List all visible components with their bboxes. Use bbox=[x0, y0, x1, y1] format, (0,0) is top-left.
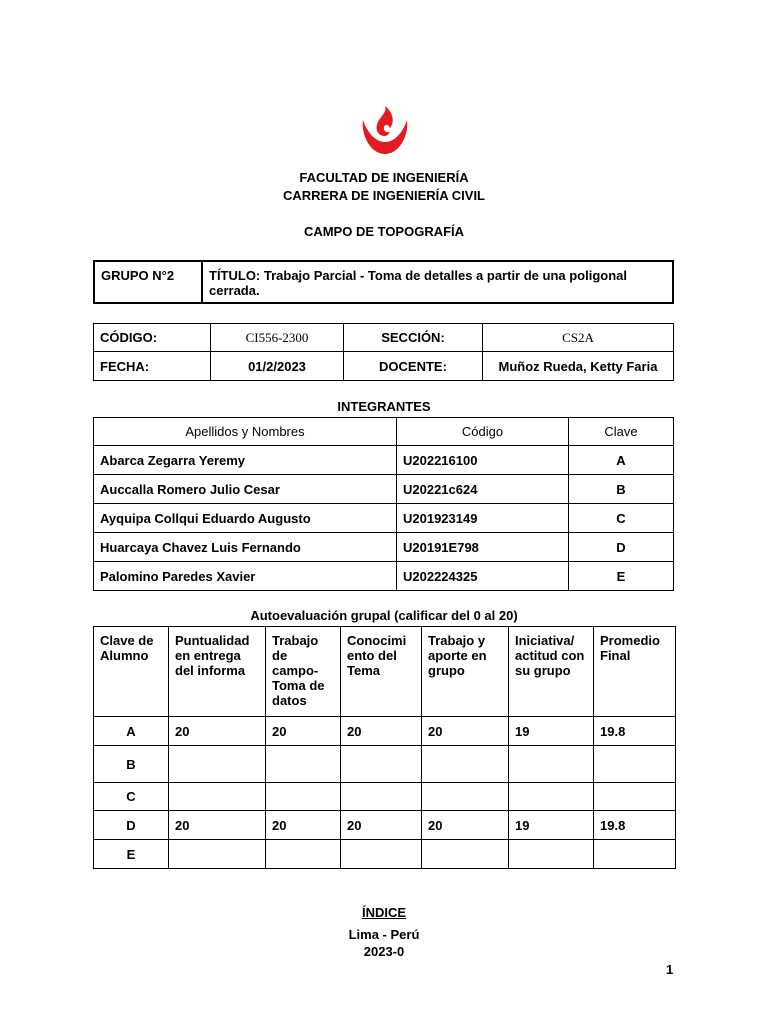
eval-score bbox=[509, 840, 594, 869]
eval-score: 20 bbox=[169, 717, 266, 746]
table-row bbox=[94, 475, 674, 504]
eval-score bbox=[266, 783, 341, 811]
place-text: Lima - Perú bbox=[348, 927, 420, 942]
eval-score: 20 bbox=[266, 811, 341, 840]
eval-key: C bbox=[94, 783, 169, 811]
term-text: 2023-0 bbox=[363, 944, 405, 959]
member-name: Auccalla Romero Julio Cesar bbox=[94, 475, 397, 504]
document-title: TÍTULO: Trabajo Parcial - Toma de detalles a partir de una poligonal cerrada. bbox=[202, 261, 673, 303]
column-header: Trabajo de campo- Toma de datos bbox=[266, 627, 341, 717]
eval-score bbox=[169, 840, 266, 869]
eval-score bbox=[422, 783, 509, 811]
fecha-value: 01/2/2023 bbox=[211, 352, 344, 381]
evaluation-heading: Autoevaluación grupal (calificar del 0 al 20) bbox=[250, 608, 518, 623]
table-row bbox=[94, 562, 674, 591]
column-header: Clave de Alumno bbox=[94, 627, 169, 717]
eval-key: A bbox=[94, 717, 169, 746]
integrantes-heading: INTEGRANTES bbox=[337, 399, 431, 414]
column-header: Iniciativa/ actitud con su grupo bbox=[509, 627, 594, 717]
seccion-value: CS2A bbox=[483, 324, 674, 352]
member-key: B bbox=[569, 475, 674, 504]
eval-average bbox=[594, 783, 676, 811]
university-logo bbox=[357, 102, 413, 158]
member-key: D bbox=[569, 533, 674, 562]
eval-score: 20 bbox=[422, 811, 509, 840]
evaluation-table bbox=[93, 626, 676, 869]
docente-label: DOCENTE: bbox=[344, 352, 483, 381]
integrantes-table bbox=[93, 417, 674, 591]
table-row bbox=[94, 746, 676, 783]
faculty-title: FACULTAD DE INGENIERÍA bbox=[299, 170, 469, 185]
eval-score bbox=[266, 746, 341, 783]
table-row bbox=[94, 446, 674, 475]
table-row bbox=[94, 717, 676, 746]
member-code: U202224325 bbox=[397, 562, 569, 591]
eval-score bbox=[266, 840, 341, 869]
course-title: CAMPO DE TOPOGRAFÍA bbox=[303, 224, 465, 239]
eval-score bbox=[422, 840, 509, 869]
column-header: Promedio Final bbox=[594, 627, 676, 717]
eval-score bbox=[341, 783, 422, 811]
eval-score: 19 bbox=[509, 717, 594, 746]
eval-score: 20 bbox=[266, 717, 341, 746]
column-header: Clave bbox=[569, 418, 674, 446]
member-code: U201923149 bbox=[397, 504, 569, 533]
docente-value: Muñoz Rueda, Ketty Faria bbox=[483, 352, 674, 381]
eval-average bbox=[594, 746, 676, 783]
fecha-label: FECHA: bbox=[94, 352, 211, 381]
eval-score: 20 bbox=[422, 717, 509, 746]
codigo-value: CI556-2300 bbox=[211, 324, 344, 352]
column-header: Código bbox=[397, 418, 569, 446]
eval-score: 20 bbox=[341, 811, 422, 840]
eval-score: 20 bbox=[341, 717, 422, 746]
column-header: Conocimi ento del Tema bbox=[341, 627, 422, 717]
group-title-table bbox=[93, 260, 674, 304]
eval-key: B bbox=[94, 746, 169, 783]
eval-score bbox=[169, 746, 266, 783]
eval-score: 20 bbox=[169, 811, 266, 840]
column-header: Trabajo y aporte en grupo bbox=[422, 627, 509, 717]
table-row bbox=[94, 533, 674, 562]
table-row bbox=[94, 783, 676, 811]
member-name: Huarcaya Chavez Luis Fernando bbox=[94, 533, 397, 562]
member-name: Ayquipa Collqui Eduardo Augusto bbox=[94, 504, 397, 533]
eval-average: 19.8 bbox=[594, 811, 676, 840]
eval-key: E bbox=[94, 840, 169, 869]
member-name: Palomino Paredes Xavier bbox=[94, 562, 397, 591]
member-code: U20221c624 bbox=[397, 475, 569, 504]
member-name: Abarca Zegarra Yeremy bbox=[94, 446, 397, 475]
member-key: E bbox=[569, 562, 674, 591]
eval-score bbox=[169, 783, 266, 811]
codigo-label: CÓDIGO: bbox=[94, 324, 211, 352]
seccion-label: SECCIÓN: bbox=[344, 324, 483, 352]
eval-key: D bbox=[94, 811, 169, 840]
eval-score bbox=[341, 840, 422, 869]
group-number: GRUPO N°2 bbox=[94, 261, 202, 303]
index-link[interactable]: ÍNDICE bbox=[361, 905, 407, 920]
member-code: U20191E798 bbox=[397, 533, 569, 562]
table-row bbox=[94, 840, 676, 869]
page-number: 1 bbox=[666, 962, 674, 977]
table-row bbox=[94, 811, 676, 840]
career-title: CARRERA DE INGENIERÍA CIVIL bbox=[283, 188, 485, 203]
eval-score: 19 bbox=[509, 811, 594, 840]
member-code: U202216100 bbox=[397, 446, 569, 475]
member-key: A bbox=[569, 446, 674, 475]
eval-score bbox=[422, 746, 509, 783]
column-header: Puntualidad en entrega del informa bbox=[169, 627, 266, 717]
eval-average: 19.8 bbox=[594, 717, 676, 746]
eval-score bbox=[341, 746, 422, 783]
info-table bbox=[93, 323, 674, 381]
member-key: C bbox=[569, 504, 674, 533]
eval-score bbox=[509, 746, 594, 783]
column-header: Apellidos y Nombres bbox=[94, 418, 397, 446]
eval-score bbox=[509, 783, 594, 811]
table-row bbox=[94, 504, 674, 533]
eval-average bbox=[594, 840, 676, 869]
